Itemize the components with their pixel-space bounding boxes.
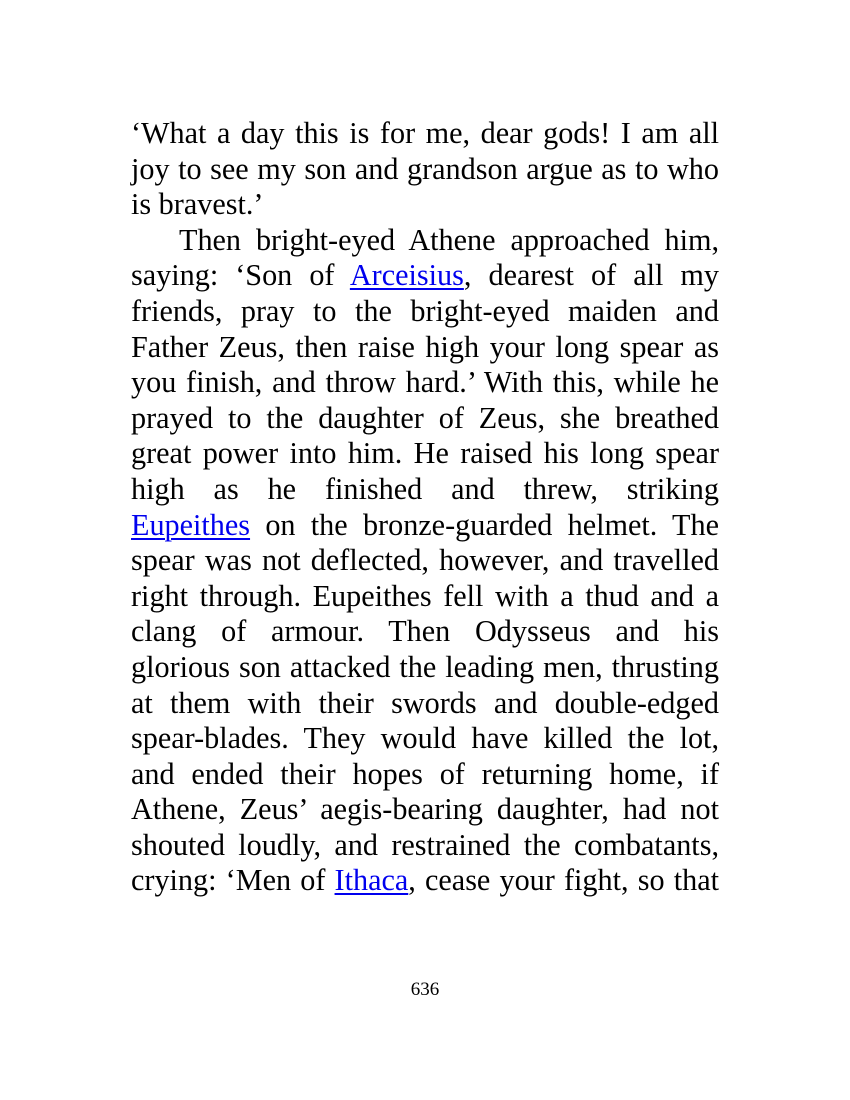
text-line [131,686,719,722]
text-run: friends, pray to the bright-eyed maiden and [131,293,719,328]
text-line [131,330,719,366]
text-line [131,543,719,579]
text-run: shouted loudly, and restrained the combatants, [131,827,719,862]
text-line [131,614,719,650]
link-arceisius[interactable]: Arceisius [349,258,464,293]
text-run: high as he finished and threw, striking [131,471,719,506]
text-run: saying: ‘Son of [131,258,350,293]
text-line [131,401,719,437]
text-line [131,294,719,330]
text-line [131,187,719,223]
text-line [131,508,719,544]
text-line [131,721,719,757]
text-run: great power into him. He raised his long spear [131,436,719,471]
text-run: crying: ‘Men of [131,863,335,898]
link-eupeithes[interactable]: Eupeithes [131,507,251,542]
text-run: Father Zeus, then raise high your long spear as [131,329,719,364]
text-line [131,757,719,793]
text-run: ‘What a day this is for me, dear gods! I am all [131,116,719,150]
text-run: is bravest.’ [131,187,264,222]
text-run: you finish, and throw hard.’ With this, while he [131,365,719,400]
text-run: Athene, Zeus’ aegis-bearing daughter, had not [131,792,719,827]
text-line [131,258,719,294]
text-line [131,365,719,401]
text-run: joy to see my son and grandson argue as to who [131,151,719,186]
text-run: spear-blades. They would have killed the lot, [131,721,719,756]
text-run: on the bronze-guarded helmet. The [250,507,719,542]
text-line [131,152,719,188]
text-run: prayed to the daughter of Zeus, she breathed [131,400,719,435]
text-line [131,579,719,615]
text-line [131,863,719,899]
text-line [131,472,719,508]
text-line [131,792,719,828]
text-line [131,223,719,259]
text-line [131,828,719,864]
page-number: 636 [410,979,440,1000]
link-ithaca[interactable]: Ithaca [334,863,409,898]
text-run: glorious son attacked the leading men, thrusting [131,649,719,684]
text-run: at them with their swords and double-edged [131,685,719,720]
text-run: clang of armour. Then Odysseus and his [131,614,719,649]
text-line [131,436,719,472]
text-run: , dearest of all my [463,258,719,293]
text-line [131,116,719,152]
body-text [131,116,719,899]
text-run: right through. Eupeithes fell with a thud and a [131,578,719,613]
text-run: and ended their hopes of returning home, if [131,756,719,791]
text-line [131,650,719,686]
text-run: , cease your fight, so that [408,863,719,898]
text-run: Then bright-eyed Athene approached him, [179,222,719,257]
text-run: spear was not deflected, however, and travelled [131,543,719,578]
